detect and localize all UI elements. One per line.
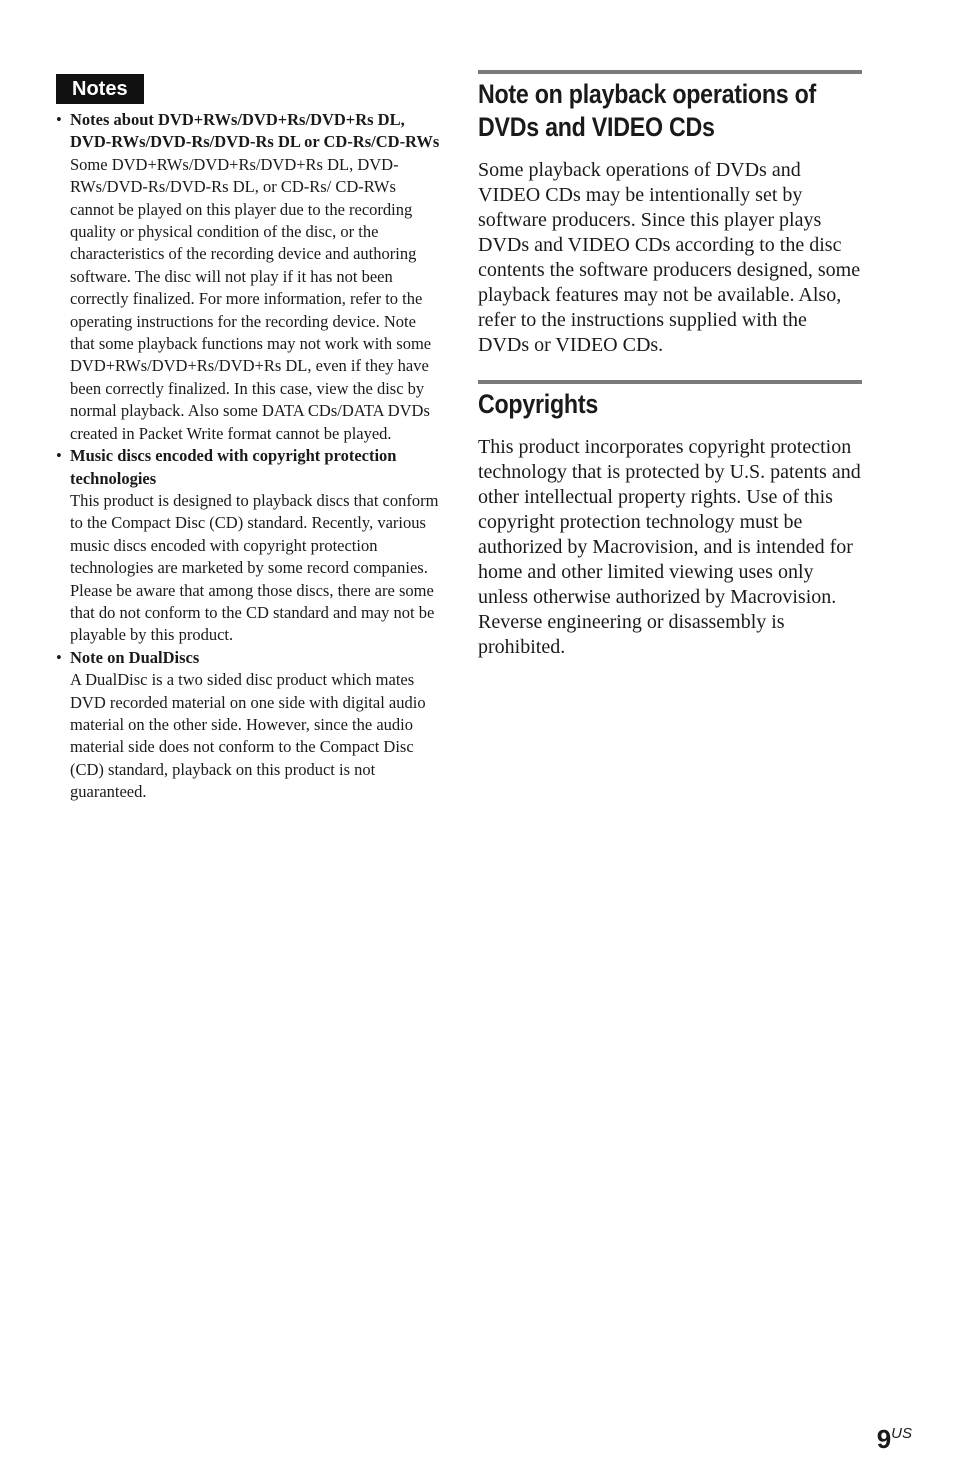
section-heading: Note on playback operations of DVDs and VIDEO CDs (478, 79, 817, 142)
section-divider (478, 380, 862, 384)
section-divider (478, 70, 862, 74)
note-item-recordable-discs (56, 109, 440, 445)
note-title: • Notes about DVD+RWs/DVD+Rs/DVD+Rs DL, DVD-RWs/DVD-Rs/DVD-Rs DL or CD-Rs/CD-RWs (70, 110, 440, 152)
section-body: This product incorporates copyright protection technology that is protected by U.S. patents and other intellectual property rights. Use of this copyright protection technology must be authorized by Macrovision, and is intended for home and other limited viewing uses only unless otherwise authorized by Macrovision. Reverse engineering or disassembly is prohibited. (478, 436, 861, 658)
notes-badge: Notes (56, 74, 144, 104)
note-body: A DualDisc is a two sided disc product which mates DVD recorded material on one side with digital audio material on the other side. However, since the audio material side does not conform to the Compact Disc (CD) standard, playback on this product is not guaranteed. (70, 670, 426, 802)
note-item-dualdiscs (56, 647, 440, 804)
note-body: Some DVD+RWs/DVD+Rs/DVD+Rs DL, DVD-RWs/DVD-Rs/DVD-Rs DL, or CD-Rs/ CD-RWs cannot be played on this player due to the recording quality or physical condition of the disc, or the characteristics of the recording device and authoring software. The disc will not play if it has not been correctly finalized. For more information, refer to the operating instructions for the recording device. Note that some playback functions may not work with some DVD+RWs/DVD+Rs/DVD+Rs DL, even if they have been correctly finalized. In this case, view the disc by normal playback. Also some DATA CDs/DATA DVDs created in Packet Write format cannot be played. (70, 154, 432, 443)
note-title: • Note on DualDiscs (70, 647, 200, 667)
note-title: • Music discs encoded with copyright protection technologies (70, 446, 397, 488)
page-number-value: 9 (876, 1424, 892, 1454)
notes-list (56, 109, 440, 804)
sections-column (478, 70, 862, 682)
page-number (877, 1424, 912, 1455)
section-copyrights (478, 380, 862, 660)
notes-column (56, 74, 440, 804)
section-playback-operations (478, 70, 862, 358)
section-body: Some playback operations of DVDs and VIDEO CDs may be intentionally set by software producers. Since this player plays DVDs and VIDEO CDs according to the disc contents the software producers designed, some playback features may not be available. Also, refer to the instructions supplied with the DVDs or VIDEO CDs. (478, 159, 861, 356)
section-heading: Copyrights (478, 389, 598, 419)
page-number-suffix: US (891, 1425, 912, 1442)
note-item-copy-protected-discs (56, 445, 440, 647)
note-body: This product is designed to playback discs that conform to the Compact Disc (CD) standard. Recently, various music discs encoded with copyright protection technologies are marketed by some record companies. Please be aware that among those discs, there are some that do not conform to the CD standard and may not be playable by this product. (70, 490, 439, 645)
